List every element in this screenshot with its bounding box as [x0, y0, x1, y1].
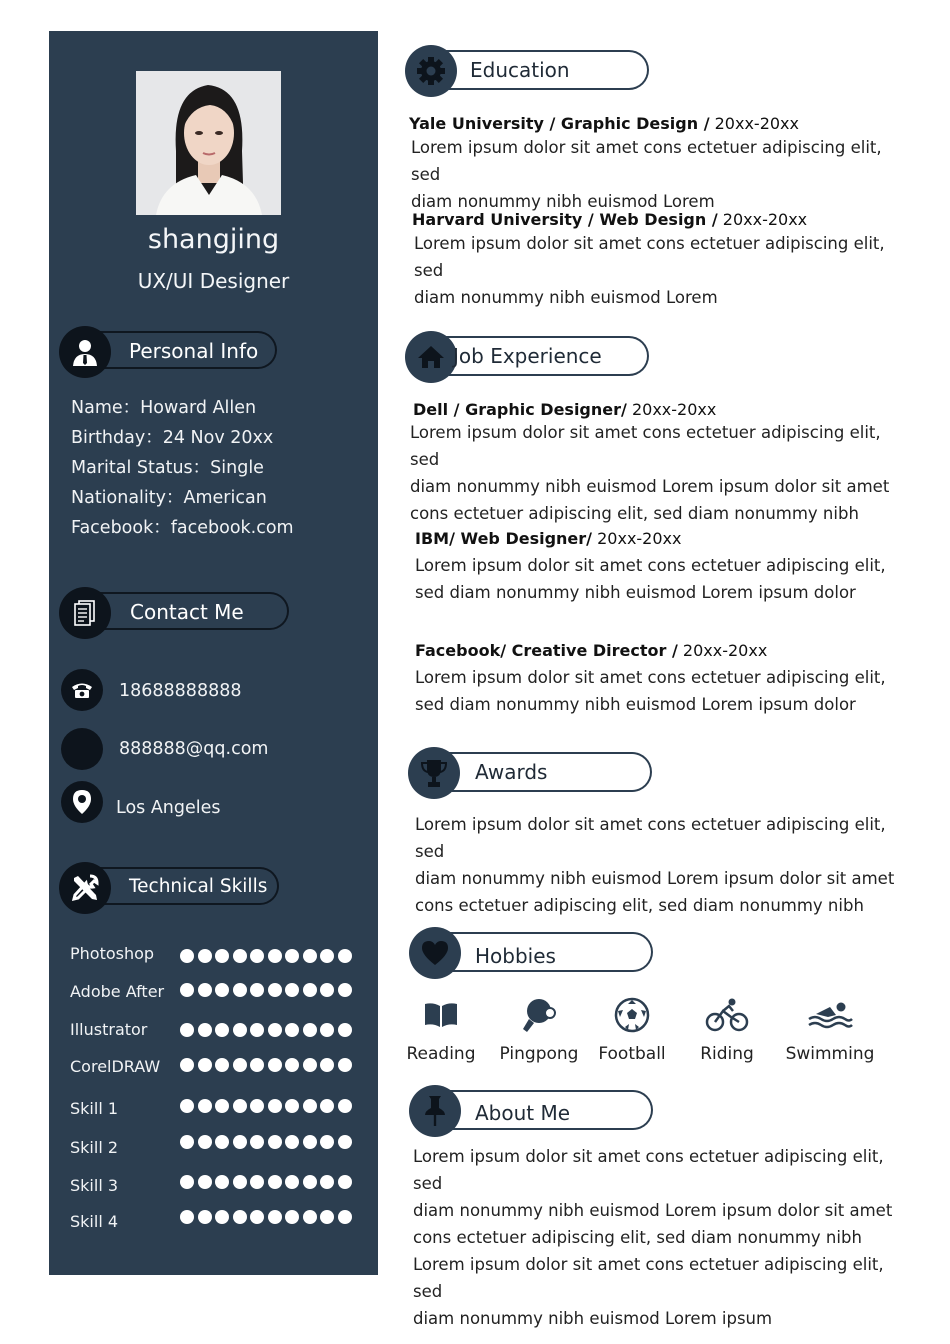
education-entry-title: Yale University / Graphic Design / 20xx-20xx: [409, 114, 799, 133]
awards-heading: Awards: [475, 760, 548, 784]
skill-dot: [233, 1023, 247, 1037]
info-facebook: Facebook：facebook.com: [71, 518, 294, 538]
skill-dot: [250, 1058, 264, 1072]
experience-entry-title: Dell / Graphic Designer/ 20xx-20xx: [413, 400, 717, 419]
skill-dot: [285, 949, 299, 963]
skill-dot: [320, 949, 334, 963]
skill-dot: [303, 983, 317, 997]
skill-dot: [250, 1210, 264, 1224]
personal-info-header: [59, 326, 289, 378]
skill-dot: [180, 1175, 194, 1189]
skill-dot: [250, 1023, 264, 1037]
skill-dot: [268, 1210, 282, 1224]
about-text: Lorem ipsum dolor sit amet cons ectetuer adipiscing elit, sed diam nonummy nibh euismod Lorem ipsum dolor sit amet cons ectetuer adipiscing elit, sed diam nonummy nibh Lorem ipsum dolor sit amet cons ectetuer adipiscing elit, sed diam nonummy nibh euismod Lorem ipsum: [413, 1147, 893, 1328]
skill-dot: [215, 983, 229, 997]
pushpin-icon: [409, 1085, 461, 1137]
experience-entry-text: Lorem ipsum dolor sit amet cons ectetuer adipiscing elit, sed diam nonummy nibh euismod Lorem ipsum dolor: [415, 556, 886, 602]
skill-dot: [198, 1135, 212, 1149]
contact-header: [59, 587, 299, 639]
info-nationality: Nationality：American: [71, 488, 267, 508]
hobby-reading: Reading: [396, 990, 486, 1064]
skill-dot: [338, 1210, 352, 1224]
skill-dot: [198, 1175, 212, 1189]
skill-dot: [285, 1210, 299, 1224]
user-icon: [59, 326, 111, 378]
skill-dot: [338, 949, 352, 963]
skill-name: Skill 4: [70, 1212, 119, 1231]
skill-dot: [250, 949, 264, 963]
skill-name: Skill 1: [70, 1099, 119, 1118]
skills-heading: Technical Skills: [129, 876, 268, 897]
document-icon: [59, 587, 111, 639]
skill-dot: [268, 949, 282, 963]
hobby-riding: Riding: [682, 990, 772, 1064]
skill-dot: [233, 1135, 247, 1149]
skill-dot: [233, 1058, 247, 1072]
football-icon: [587, 990, 677, 1040]
contact-email[interactable]: 888888@qq.com: [119, 739, 269, 759]
phone-icon: [61, 669, 103, 711]
education-entry-text: Lorem ipsum dolor sit amet cons ectetuer adipiscing elit, sed diam nonummy nibh euismod Lorem: [414, 234, 885, 307]
skill-dot: [268, 1099, 282, 1113]
skill-dot: [250, 1135, 264, 1149]
skill-dot: [180, 1135, 194, 1149]
skill-dot: [198, 1099, 212, 1113]
skill-dot: [320, 1099, 334, 1113]
skill-dot: [320, 1210, 334, 1224]
skill-dot: [303, 1210, 317, 1224]
info-name: Name：Howard Allen: [71, 398, 257, 418]
skill-dot: [233, 1210, 247, 1224]
experience-entry-text: Lorem ipsum dolor sit amet cons ectetuer adipiscing elit, sed diam nonummy nibh euismod Lorem ipsum dolor sit amet cons ectetuer adipiscing elit, sed diam nonummy nibh: [410, 423, 890, 523]
skill-dot: [250, 1175, 264, 1189]
skill-name: Skill 3: [70, 1176, 119, 1195]
location-pin-icon: [61, 781, 103, 823]
skill-dot: [268, 1058, 282, 1072]
skill-dot: [198, 983, 212, 997]
skill-rating: [180, 983, 352, 997]
skill-dot: [233, 1099, 247, 1113]
skill-dot: [285, 983, 299, 997]
skill-dot: [250, 1099, 264, 1113]
skill-dot: [320, 1175, 334, 1189]
gear-icon: [405, 45, 457, 97]
skill-dot: [250, 983, 264, 997]
skill-dot: [233, 1175, 247, 1189]
skill-name: CorelDRAW: [70, 1057, 161, 1076]
skill-dot: [303, 1135, 317, 1149]
pingpong-icon: [494, 990, 584, 1040]
skill-dot: [268, 1135, 282, 1149]
bicycle-icon: [682, 990, 772, 1040]
education-entry-text: Lorem ipsum dolor sit amet cons ectetuer adipiscing elit, sed diam nonummy nibh euismod Lorem: [411, 138, 882, 211]
skill-dot: [198, 1023, 212, 1037]
education-heading: Education: [470, 58, 570, 82]
skill-dot: [233, 949, 247, 963]
profile-title: UX/UI Designer: [137, 269, 290, 293]
skill-dot: [215, 949, 229, 963]
experience-entry-text: Lorem ipsum dolor sit amet cons ectetuer adipiscing elit, sed diam nonummy nibh euismod Lorem ipsum dolor: [415, 668, 886, 714]
skill-dot: [303, 949, 317, 963]
profile-name: shangjing: [147, 224, 280, 255]
skill-dot: [198, 949, 212, 963]
profile-photo: [136, 71, 281, 215]
skill-dot: [320, 1058, 334, 1072]
book-icon: [396, 990, 486, 1040]
skill-dot: [233, 983, 247, 997]
skill-name: Photoshop: [70, 944, 155, 963]
skill-dot: [198, 1058, 212, 1072]
skill-name: Adobe After: [70, 982, 165, 1001]
skill-rating: [180, 1210, 352, 1224]
skill-dot: [180, 1099, 194, 1113]
skill-dot: [285, 1175, 299, 1189]
skill-dot: [338, 1099, 352, 1113]
skill-dot: [215, 1023, 229, 1037]
contact-location: Los Angeles: [116, 798, 221, 818]
skill-name: Skill 2: [70, 1138, 119, 1157]
education-entry-title: Harvard University / Web Design / 20xx-20xx: [412, 210, 808, 229]
skill-dot: [268, 1023, 282, 1037]
skill-dot: [338, 1135, 352, 1149]
skill-dot: [215, 1099, 229, 1113]
skill-rating: [180, 1058, 352, 1072]
skill-dot: [180, 1023, 194, 1037]
skill-dot: [285, 1058, 299, 1072]
skill-rating: [180, 1135, 352, 1149]
email-icon: [61, 728, 103, 770]
skill-dot: [215, 1210, 229, 1224]
about-heading: About Me: [475, 1101, 571, 1125]
skill-dot: [303, 1058, 317, 1072]
experience-entry-title: IBM/ Web Designer/ 20xx-20xx: [415, 529, 682, 548]
skill-dot: [285, 1135, 299, 1149]
contact-heading: Contact Me: [130, 600, 244, 624]
hobbies-heading: Hobbies: [475, 944, 556, 968]
tools-icon: [59, 862, 111, 914]
skill-dot: [303, 1175, 317, 1189]
trophy-icon: [408, 747, 460, 799]
experience-heading: Job Experience: [453, 344, 602, 368]
skill-dot: [285, 1023, 299, 1037]
hobby-pingpong: Pingpong: [494, 990, 584, 1064]
hobby-swimming: Swimming: [785, 990, 875, 1064]
skill-rating: [180, 949, 352, 963]
skill-dot: [303, 1099, 317, 1113]
skill-rating: [180, 1023, 352, 1037]
skill-dot: [198, 1210, 212, 1224]
skill-dot: [180, 1210, 194, 1224]
skill-dot: [338, 1023, 352, 1037]
skill-dot: [303, 1023, 317, 1037]
heart-icon: [409, 927, 461, 979]
info-marital-status: Marital Status：Single: [71, 458, 264, 478]
skill-dot: [320, 1023, 334, 1037]
skill-dot: [338, 1058, 352, 1072]
skill-dot: [180, 983, 194, 997]
skill-rating: [180, 1175, 352, 1189]
skill-dot: [338, 983, 352, 997]
skill-dot: [320, 1135, 334, 1149]
experience-entry-title: Facebook/ Creative Director / 20xx-20xx: [415, 641, 768, 660]
home-icon: [405, 331, 457, 383]
skill-dot: [180, 1058, 194, 1072]
skill-rating: [180, 1099, 352, 1113]
skill-dot: [215, 1135, 229, 1149]
awards-text: Lorem ipsum dolor sit amet cons ectetuer adipiscing elit, sed diam nonummy nibh euismod Lorem ipsum dolor sit amet cons ectetuer adipiscing elit, sed diam nonummy nibh: [415, 815, 895, 915]
swimming-icon: [785, 990, 875, 1040]
skill-dot: [180, 949, 194, 963]
sidebar: [49, 31, 378, 1275]
skill-dot: [338, 1175, 352, 1189]
personal-info-heading: Personal Info: [129, 339, 259, 363]
contact-phone[interactable]: 18688888888: [119, 681, 242, 701]
skill-name: Illustrator: [70, 1020, 148, 1039]
skill-dot: [215, 1175, 229, 1189]
skill-dot: [268, 1175, 282, 1189]
skill-dot: [285, 1099, 299, 1113]
hobby-football: Football: [587, 990, 677, 1064]
skills-header: [59, 862, 289, 914]
skill-dot: [215, 1058, 229, 1072]
skill-dot: [320, 983, 334, 997]
info-birthday: Birthday：24 Nov 20xx: [71, 428, 274, 448]
skill-dot: [268, 983, 282, 997]
